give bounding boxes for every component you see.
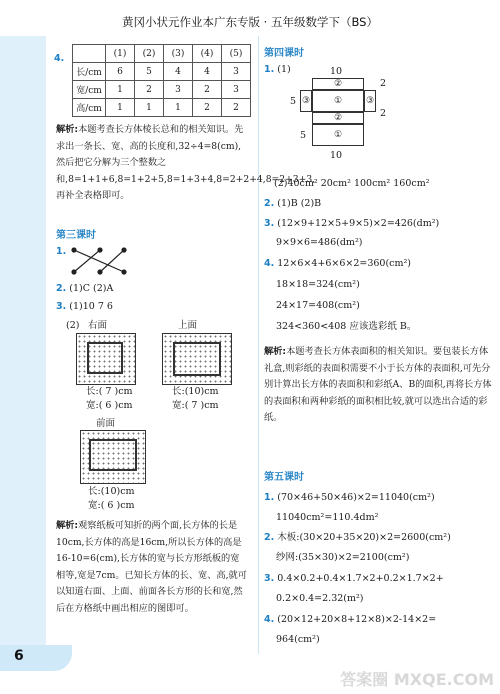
lesson4-q4-line3: 24×17=408(cm²)	[276, 300, 360, 311]
q4-block	[54, 46, 64, 66]
table-cell: 宽/cm	[73, 81, 106, 99]
analysis-text: 本题考查长方体棱长总和的相关知识。先求出一条长、宽、高的长度和,32÷4=8(cm),然后把它分解为三个整数之和,8=1+1+6,8=1+2+5,8=1+3+4,8=2+2+4,8=2+3+3,再补全表格即可。	[56, 124, 316, 201]
table-cell: (2)	[135, 45, 164, 63]
box-net-diagram	[290, 62, 400, 162]
analysis-label: 解析:	[56, 124, 79, 135]
table-row	[73, 63, 251, 81]
q1-number: 1.	[264, 492, 275, 503]
net-left-label: 5	[290, 96, 297, 107]
page-tab	[0, 645, 72, 671]
lesson3-q3	[56, 299, 113, 314]
q3-part2-label: (2)	[66, 320, 80, 331]
lesson3-title: 第三课时	[56, 230, 96, 241]
table-cell: (4)	[193, 45, 222, 63]
top-width: 宽:( 7 )cm	[172, 400, 219, 411]
net-bottom-label: 10	[330, 150, 343, 161]
page-number: 6	[14, 648, 24, 664]
q1-number: 1.	[264, 64, 275, 75]
table-cell: 长/cm	[73, 63, 106, 81]
table-cell: (5)	[222, 45, 251, 63]
q2-number: 2.	[264, 532, 275, 543]
table-row	[73, 81, 251, 99]
q4-table	[72, 44, 251, 117]
q3-number: 3.	[264, 573, 275, 584]
lesson5-q1-line2: 11040cm²=110.4dm²	[276, 512, 379, 523]
table-cell: 1	[164, 99, 193, 117]
table-cell: 2	[193, 99, 222, 117]
top-length: 长:(10)cm	[172, 386, 219, 397]
q3-number: 3.	[264, 218, 275, 229]
net-cell	[300, 90, 312, 112]
table-cell: 1	[106, 81, 135, 99]
q1-line: (70×46+50×46)×2=11040(cm²)	[277, 492, 435, 503]
analysis-label: 解析:	[56, 520, 79, 531]
lesson5-q4-line2: 964(cm²)	[276, 634, 320, 645]
net-cell-label: ①	[333, 96, 343, 106]
lesson5-title: 第五课时	[264, 472, 304, 483]
lesson5-q1	[264, 490, 435, 505]
q2-line: 木板:(30×20+35×20)×2=2600(cm²)	[277, 532, 451, 543]
table-cell: 6	[106, 63, 135, 81]
lesson5-q4	[264, 612, 436, 627]
table-cell: 1	[106, 99, 135, 117]
table-row	[73, 99, 251, 117]
table-cell: 2	[222, 99, 251, 117]
q4-number: 4.	[264, 614, 275, 625]
grid-right-view	[76, 333, 136, 385]
net-cell	[312, 78, 364, 90]
lesson5-q3	[264, 571, 444, 586]
net-cell-label: ①	[333, 130, 343, 140]
table-cell: (3)	[164, 45, 193, 63]
lesson5-q2	[264, 530, 451, 545]
analysis-text: 观察纸板可知折的两个面,长方体的长是10cm,长方体的高是16cm,所以长方体的高是16-10=6(cm),长方体的宽与长方形纸板的宽相等,宽是7cm。已知长方体的长、宽、高,就可以知道右面、上面、前面各长方形的长和宽,然后在方格纸中画出相应的图即可。	[56, 520, 247, 614]
right-width: 宽:( 6 )cm	[86, 400, 133, 411]
table-cell: (1)	[106, 45, 135, 63]
q1-part: (1)	[277, 64, 291, 75]
analysis-2	[56, 518, 248, 617]
view-title-front: 前面	[96, 418, 116, 429]
table-header-row	[73, 45, 251, 63]
lesson4-q3-line2: 9×9×6=486(dm²)	[276, 237, 363, 248]
net-cell	[312, 90, 364, 112]
net-right-label: 2	[380, 108, 387, 119]
table-cell: 3	[222, 63, 251, 81]
q4-number: 4.	[54, 53, 65, 64]
table-cell: 2	[135, 81, 164, 99]
front-width: 宽:( 6 )cm	[88, 500, 135, 511]
table-cell: 1	[135, 99, 164, 117]
net-right-label: 2	[380, 78, 387, 89]
table-cell: 高/cm	[73, 99, 106, 117]
watermark-logo: 答案圈 MXQE.COM	[340, 670, 494, 689]
q3-line: 0.4×0.2+0.4×1.7×2+0.2×1.7×2+	[277, 573, 444, 584]
table-cell: 3	[222, 81, 251, 99]
column-divider	[258, 36, 259, 654]
table-cell: 5	[135, 63, 164, 81]
matching-lines	[68, 244, 158, 276]
front-rect	[89, 439, 137, 471]
front-length: 长:(10)cm	[88, 486, 135, 497]
lesson4-q4	[264, 256, 411, 271]
analysis-label: 解析:	[264, 346, 287, 357]
net-cell	[364, 90, 376, 112]
lesson5-q3-line2: 0.2×0.4=2.32(m²)	[276, 593, 364, 604]
net-cell-label: ③	[301, 96, 311, 106]
right-rect	[87, 342, 123, 374]
q2-answer: (1)C (2)A	[69, 283, 114, 294]
q3-line: (12×9+12×5+9×5)×2=426(dm²)	[277, 218, 440, 229]
q4-line: 12×6×4+6×6×2=360(cm²)	[277, 258, 412, 269]
lesson4-q2	[264, 196, 321, 211]
net-cell	[312, 112, 364, 124]
lesson5-q2-line2: 纱网:(35×30)×2=2100(cm²)	[276, 552, 410, 563]
lesson4-q4-line2: 18×18=324(cm²)	[276, 279, 360, 290]
net-cell	[312, 124, 364, 146]
net-left-label: 5	[300, 130, 307, 141]
lesson4-q1-part2: (2)40cm² 20cm² 100cm² 160cm²	[274, 178, 430, 189]
analysis-3	[264, 344, 492, 427]
grid-top-view	[162, 333, 232, 385]
right-length: 长:( 7 )cm	[86, 386, 133, 397]
net-cell-label: ②	[333, 113, 343, 123]
side-strip	[0, 36, 46, 654]
view-title-top: 上面	[178, 320, 198, 331]
q2-answer: (1)B (2)B	[277, 198, 322, 209]
top-rect	[173, 342, 221, 376]
lesson3-q2	[56, 281, 113, 296]
q3-answer: (1)10 7 6	[69, 301, 113, 312]
grid-front-view	[80, 430, 146, 484]
view-title-right: 右面	[88, 320, 108, 331]
table-cell	[73, 45, 106, 63]
q2-number: 2.	[56, 283, 67, 294]
table-cell: 2	[193, 81, 222, 99]
q2-number: 2.	[264, 198, 275, 209]
lesson4-title: 第四课时	[264, 48, 304, 59]
lesson3-q1-number: 1.	[56, 246, 67, 257]
page-header: 黄冈小状元作业本广东专版 · 五年级数学下（BS）	[122, 15, 378, 29]
table-cell: 4	[164, 63, 193, 81]
q4-number: 4.	[264, 258, 275, 269]
table-cell: 4	[193, 63, 222, 81]
net-cell-label: ②	[333, 79, 343, 89]
net-cell-label: ③	[365, 96, 375, 106]
lesson4-q1	[264, 62, 291, 77]
q3-number: 3.	[56, 301, 67, 312]
q4-line: (20×12+20×8+12×8)×2-14×2=	[277, 614, 437, 625]
analysis-text: 本题考查长方体表面积的相关知识。要包装长方体礼盒,则彩纸的表面积需要不小于长方体的表面积,可先分别计算出长方体的表面积和彩纸A、B的面积,再将长方体的表面积和两种彩纸的面积相比较,就可以选出合适的彩纸。	[264, 346, 492, 423]
lesson4-q4-line4: 324<360<408 应该选彩纸 B。	[276, 321, 417, 332]
net-top-label: 10	[330, 66, 343, 77]
lesson4-q3	[264, 216, 439, 231]
table-cell: 3	[164, 81, 193, 99]
